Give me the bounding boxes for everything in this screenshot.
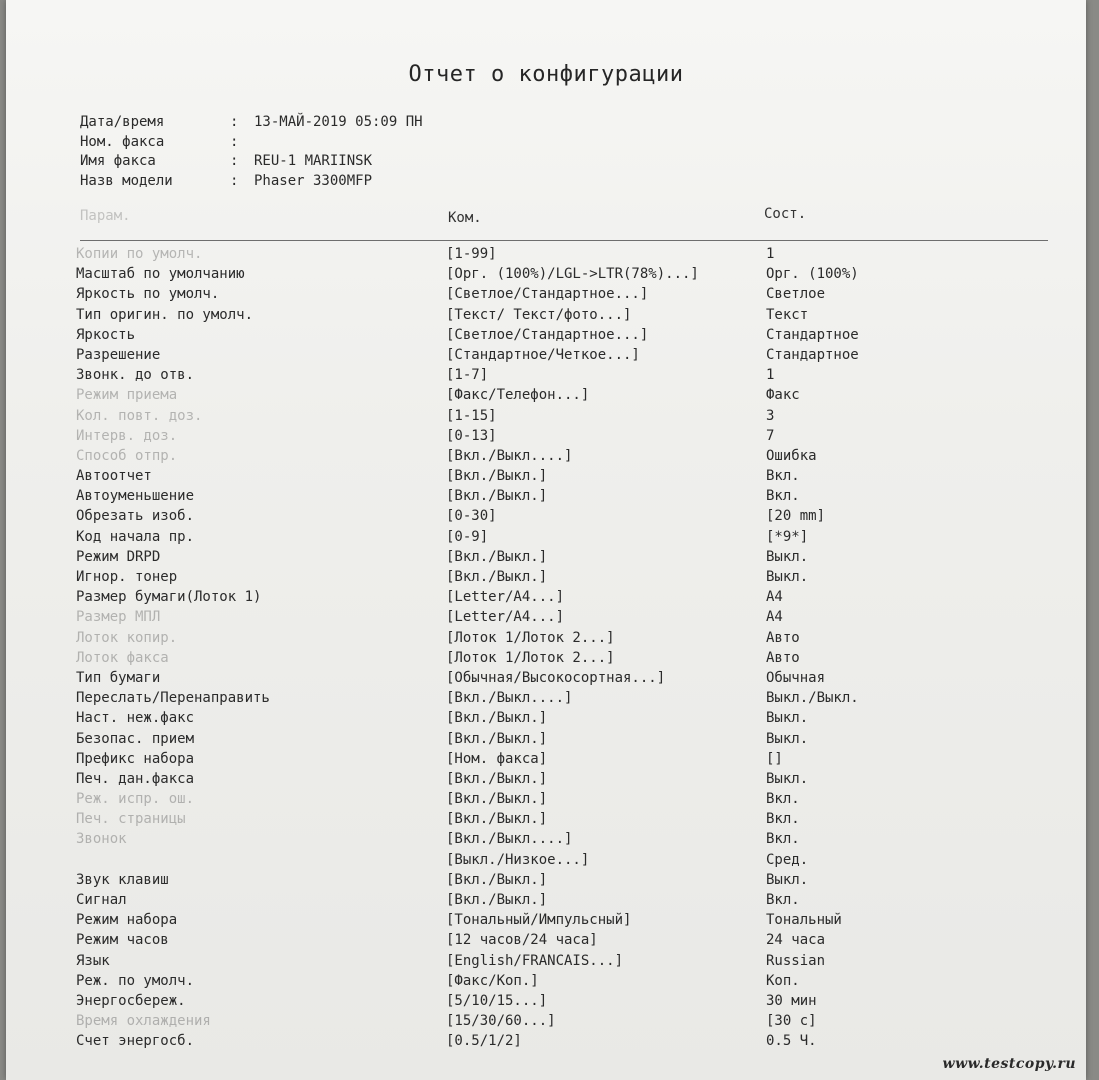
info-row-datetime bbox=[80, 114, 423, 134]
row-command: [1-7] bbox=[446, 367, 489, 384]
table-row bbox=[6, 710, 1086, 730]
row-state: Стандартное bbox=[766, 346, 859, 363]
row-param: Кол. повт. доз. bbox=[76, 407, 203, 424]
row-state: Орг. (100%) bbox=[766, 266, 859, 283]
row-command: [Вкл./Выкл....] bbox=[446, 447, 573, 464]
table-row bbox=[6, 1013, 1086, 1033]
row-param: Печ. дан.факса bbox=[76, 770, 195, 787]
row-command: [Letter/A4...] bbox=[446, 589, 565, 606]
row-state: [30 с] bbox=[766, 1013, 817, 1030]
row-state: Вкл. bbox=[766, 468, 800, 485]
row-state: Текст bbox=[766, 306, 809, 323]
row-command: [Вкл./Выкл.] bbox=[446, 811, 548, 828]
info-row-fax-name bbox=[80, 153, 423, 173]
table-row bbox=[6, 488, 1086, 508]
table-row bbox=[6, 286, 1086, 306]
table-row bbox=[6, 892, 1086, 912]
row-command: [Факс/Телефон...] bbox=[446, 387, 590, 404]
table-row bbox=[6, 993, 1086, 1013]
row-state: Вкл. bbox=[766, 831, 800, 848]
info-colon: : bbox=[230, 153, 239, 169]
row-param: Время охлаждения bbox=[76, 1013, 211, 1030]
row-param: Способ отпр. bbox=[76, 447, 178, 464]
report-page bbox=[6, 0, 1086, 1080]
info-value: Phaser 3300MFP bbox=[254, 172, 373, 189]
report-info bbox=[80, 114, 423, 192]
report-title: Отчет о конфигурации bbox=[408, 62, 684, 87]
row-command: [Стандартное/Четкое...] bbox=[446, 346, 640, 363]
row-state: [] bbox=[766, 750, 783, 767]
table-row bbox=[6, 266, 1086, 286]
row-command: [5/10/15...] bbox=[446, 992, 548, 1009]
row-state: Ошибка bbox=[766, 447, 817, 464]
row-state: Стандартное bbox=[766, 326, 859, 343]
table-row bbox=[6, 852, 1086, 872]
row-state: 1 bbox=[766, 367, 775, 384]
table-row bbox=[6, 529, 1086, 549]
row-param: Наст. неж.факс bbox=[76, 710, 195, 727]
table-row bbox=[6, 771, 1086, 791]
row-command: [Вкл./Выкл.] bbox=[446, 791, 548, 808]
row-param: Режим приема bbox=[76, 387, 178, 404]
info-value: 13-МАЙ-2019 05:09 ПН bbox=[254, 114, 423, 130]
info-colon: : bbox=[230, 172, 239, 189]
row-param: Безопас. прием bbox=[76, 730, 195, 747]
row-param: Реж. испр. ош. bbox=[76, 791, 195, 808]
row-command: [English/FRANCAIS...] bbox=[446, 952, 624, 969]
info-label: Дата/время bbox=[80, 114, 165, 130]
table-row bbox=[6, 549, 1086, 569]
table-row bbox=[6, 408, 1086, 428]
row-param: Режим часов bbox=[76, 932, 169, 949]
row-param: Масштаб по умолчанию bbox=[76, 266, 245, 283]
row-state: Светлое bbox=[766, 286, 826, 303]
row-state: Выкл. bbox=[766, 730, 809, 747]
info-label: Имя факса bbox=[80, 153, 156, 169]
row-command: [Тональный/Импульсный] bbox=[446, 912, 632, 929]
info-row-fax-number bbox=[80, 134, 423, 154]
row-command: [Ном. факса] bbox=[446, 750, 548, 767]
row-state: Факс bbox=[766, 387, 800, 404]
table-row bbox=[6, 468, 1086, 488]
row-state: 30 мин bbox=[766, 992, 817, 1009]
row-state: [*9*] bbox=[766, 528, 809, 545]
table-row bbox=[6, 791, 1086, 811]
row-param: Обрезать изоб. bbox=[76, 508, 195, 525]
row-state: 0.5 Ч. bbox=[766, 1033, 817, 1050]
row-state: Вкл. bbox=[766, 488, 800, 505]
row-command: [Вкл./Выкл.] bbox=[446, 770, 548, 787]
info-label: Назв модели bbox=[80, 172, 173, 189]
row-command: [Факс/Коп.] bbox=[446, 972, 539, 989]
row-param: Режим набора bbox=[76, 912, 178, 929]
row-param: Код начала пр. bbox=[76, 528, 195, 545]
row-state: Тональный bbox=[766, 912, 842, 929]
table-row bbox=[6, 589, 1086, 609]
row-command: [Вкл./Выкл.] bbox=[446, 710, 548, 727]
row-command: [1-99] bbox=[446, 246, 497, 262]
table-row bbox=[6, 690, 1086, 710]
row-param: Размер МПЛ bbox=[76, 609, 161, 626]
row-param: Игнор. тонер bbox=[76, 569, 178, 585]
table-row bbox=[6, 448, 1086, 468]
row-param: Звук клавиш bbox=[76, 871, 169, 888]
row-state: 3 bbox=[766, 407, 775, 424]
row-state: 24 часа bbox=[766, 932, 826, 949]
row-command: [Вкл./Выкл.] bbox=[446, 569, 548, 585]
table-row bbox=[6, 609, 1086, 629]
row-command: [Вкл./Выкл.] bbox=[446, 488, 548, 505]
info-colon: : bbox=[230, 114, 239, 130]
table-row bbox=[6, 811, 1086, 831]
row-state: Сред. bbox=[766, 851, 809, 868]
row-param: Автоотчет bbox=[76, 468, 152, 485]
row-command: [Обычная/Высокосортная...] bbox=[446, 669, 666, 686]
row-param: Счет энергосб. bbox=[76, 1033, 195, 1050]
watermark: www.testcopy.ru bbox=[942, 1056, 1076, 1072]
row-command: [Вкл./Выкл.] bbox=[446, 892, 548, 908]
row-param: Автоуменьшение bbox=[76, 488, 195, 505]
row-command: [Орг. (100%)/LGL->LTR(78%)...] bbox=[446, 266, 699, 283]
table-row bbox=[6, 569, 1086, 589]
table-row bbox=[6, 973, 1086, 993]
row-state: A4 bbox=[766, 609, 783, 626]
row-command: [Вкл./Выкл....] bbox=[446, 831, 573, 848]
row-state: Обычная bbox=[766, 669, 826, 686]
settings-table bbox=[6, 246, 1086, 1054]
row-param: Звонок bbox=[76, 831, 127, 848]
table-row bbox=[6, 872, 1086, 892]
column-header-cmd: Ком. bbox=[448, 210, 482, 226]
row-param: Разрешение bbox=[76, 346, 161, 363]
row-command: [Вкл./Выкл.] bbox=[446, 468, 548, 485]
row-state: Выкл. bbox=[766, 548, 809, 565]
row-command: [Вкл./Выкл....] bbox=[446, 690, 573, 707]
row-param: Режим DRPD bbox=[76, 548, 161, 565]
row-command: [Светлое/Стандартное...] bbox=[446, 326, 649, 343]
row-command: [0-9] bbox=[446, 528, 489, 545]
column-header-state: Сост. bbox=[764, 206, 807, 222]
row-param: Интерв. доз. bbox=[76, 427, 178, 444]
table-row bbox=[6, 751, 1086, 771]
row-param: Копии по умолч. bbox=[76, 246, 203, 262]
row-param: Реж. по умолч. bbox=[76, 972, 195, 989]
table-row bbox=[6, 367, 1086, 387]
row-param: Тип бумаги bbox=[76, 669, 161, 686]
table-row bbox=[6, 307, 1086, 327]
table-row bbox=[6, 428, 1086, 448]
row-command: [Вкл./Выкл.] bbox=[446, 871, 548, 888]
row-param: Печ. страницы bbox=[76, 811, 186, 828]
row-state: Авто bbox=[766, 629, 800, 646]
row-state: Коп. bbox=[766, 972, 800, 989]
info-label: Ном. факса bbox=[80, 133, 165, 150]
row-param: Лоток копир. bbox=[76, 629, 178, 646]
header-divider bbox=[80, 240, 1048, 241]
info-row-model bbox=[80, 173, 423, 193]
table-row bbox=[6, 932, 1086, 952]
row-command: [Вкл./Выкл.] bbox=[446, 548, 548, 565]
table-row bbox=[6, 630, 1086, 650]
row-command: [Светлое/Стандартное...] bbox=[446, 286, 649, 303]
row-param: Тип оригин. по умолч. bbox=[76, 306, 254, 323]
row-param: Лоток факса bbox=[76, 649, 169, 666]
table-row bbox=[6, 387, 1086, 407]
row-param: Сигнал bbox=[76, 892, 127, 908]
row-state: Вкл. bbox=[766, 811, 800, 828]
table-row bbox=[6, 953, 1086, 973]
row-state: [20 mm] bbox=[766, 508, 826, 525]
row-state: 1 bbox=[766, 246, 775, 262]
row-state: Выкл. bbox=[766, 871, 809, 888]
row-param: Звонк. до отв. bbox=[76, 367, 195, 384]
row-param: Язык bbox=[76, 952, 110, 969]
row-command: [Letter/A4...] bbox=[446, 609, 565, 626]
row-state: Выкл. bbox=[766, 710, 809, 727]
row-state: Russian bbox=[766, 952, 826, 969]
table-row bbox=[6, 1033, 1086, 1053]
row-command: [12 часов/24 часа] bbox=[446, 932, 598, 949]
row-param: Яркость bbox=[76, 326, 136, 343]
row-state: Выкл. bbox=[766, 770, 809, 787]
row-command: [Выкл./Низкое...] bbox=[446, 851, 590, 868]
table-row bbox=[6, 508, 1086, 528]
table-row bbox=[6, 670, 1086, 690]
row-command: [1-15] bbox=[446, 407, 497, 424]
row-command: [0-30] bbox=[446, 508, 497, 525]
table-row bbox=[6, 347, 1086, 367]
row-param: Энергосбереж. bbox=[76, 992, 186, 1009]
table-row bbox=[6, 327, 1086, 347]
row-param: Яркость по умолч. bbox=[76, 286, 220, 303]
row-param: Размер бумаги(Лоток 1) bbox=[76, 589, 262, 606]
table-row bbox=[6, 831, 1086, 851]
row-state: Выкл. bbox=[766, 569, 809, 585]
row-param: Переслать/Перенаправить bbox=[76, 690, 270, 707]
row-state: Авто bbox=[766, 649, 800, 666]
row-state: Выкл./Выкл. bbox=[766, 690, 859, 707]
row-param: Префикс набора bbox=[76, 750, 195, 767]
row-command: [Вкл./Выкл.] bbox=[446, 730, 548, 747]
table-row bbox=[6, 912, 1086, 932]
row-state: Вкл. bbox=[766, 791, 800, 808]
table-row bbox=[6, 650, 1086, 670]
row-command: [15/30/60...] bbox=[446, 1013, 556, 1030]
row-state: Вкл. bbox=[766, 892, 800, 908]
table-row bbox=[6, 731, 1086, 751]
info-value: REU-1 MARIINSK bbox=[254, 153, 373, 169]
column-header-param: Парам. bbox=[80, 208, 131, 224]
row-command: [Лоток 1/Лоток 2...] bbox=[446, 649, 615, 666]
table-row bbox=[6, 246, 1086, 266]
row-command: [Текст/ Текст/фото...] bbox=[446, 306, 632, 323]
row-command: [Лоток 1/Лоток 2...] bbox=[446, 629, 615, 646]
row-command: [0.5/1/2] bbox=[446, 1033, 522, 1050]
row-command: [0-13] bbox=[446, 427, 497, 444]
row-state: 7 bbox=[766, 427, 775, 444]
row-state: A4 bbox=[766, 589, 783, 606]
info-colon: : bbox=[230, 133, 239, 150]
